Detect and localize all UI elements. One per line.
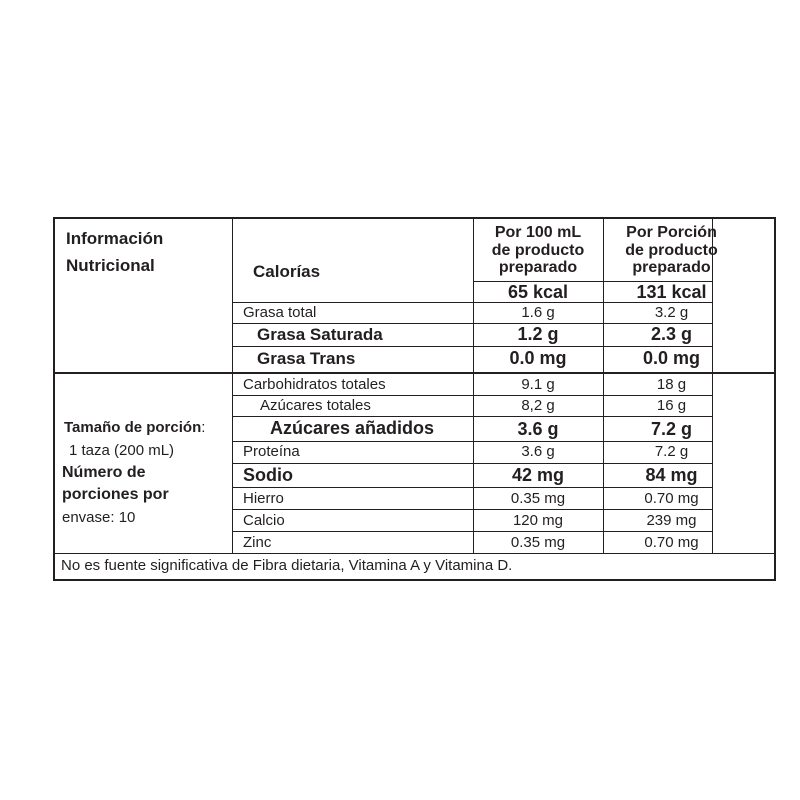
servings-per-container-line2: porciones por — [62, 486, 169, 503]
servings-per-container-line3: envase: 10 — [62, 509, 136, 526]
nutrient-portion: 3.2 g — [654, 304, 689, 321]
per100-header-line3: preparado — [498, 259, 578, 276]
row-divider — [232, 346, 713, 347]
nutrient-per100: 1.2 g — [517, 324, 559, 344]
row-divider — [232, 463, 713, 464]
nutrient-portion: 0.70 mg — [644, 534, 699, 551]
row-divider — [232, 509, 713, 510]
nutrient-name: Azúcares añadidos — [270, 418, 435, 438]
serving-size-colon: : — [201, 419, 206, 436]
serving-size-label-text: Tamaño de porción — [64, 419, 202, 436]
row-divider — [232, 441, 713, 442]
nutrient-per100: 0.35 mg — [510, 534, 566, 551]
nutrient-name: Grasa Trans — [257, 349, 356, 368]
nutrient-name: Zinc — [243, 534, 272, 551]
portion-header-line3: preparado — [632, 259, 711, 276]
nutrient-name: Grasa Saturada — [257, 325, 383, 344]
serving-size-value: 1 taza (200 mL) — [69, 442, 175, 459]
nutrient-portion: 16 g — [656, 397, 687, 414]
nutrient-name: Hierro — [243, 490, 284, 507]
nutrient-per100: 8,2 g — [521, 397, 555, 414]
per100-header-line1: Por 100 mL — [494, 224, 582, 241]
nutrient-name: Sodio — [243, 465, 293, 485]
servings-per-container-line1: Número de — [62, 464, 146, 481]
nutrient-name: Calcio — [243, 512, 285, 529]
serving-size-label — [64, 420, 205, 435]
nutrient-name: Azúcares totales — [260, 397, 371, 414]
left-section-divider — [54, 372, 233, 374]
row-divider — [232, 487, 713, 488]
nutrient-per100: 120 mg — [512, 512, 564, 529]
row-divider — [232, 395, 713, 396]
calories-portion-value: 131 kcal — [636, 282, 707, 302]
portion-header-line2: de producto — [625, 242, 718, 259]
nutrient-per100: 9.1 g — [521, 376, 555, 393]
row-divider — [232, 323, 713, 324]
nutrient-portion: 7.2 g — [654, 443, 689, 460]
label-title-line2: Nutricional — [66, 256, 155, 275]
row-divider — [232, 416, 713, 417]
row-divider — [232, 531, 713, 532]
nutrient-per100: 3.6 g — [517, 419, 559, 439]
title-column-divider — [232, 218, 233, 553]
nutrient-portion: 84 mg — [645, 465, 698, 485]
nutrient-per100: 42 mg — [511, 465, 565, 485]
nutrient-portion: 2.3 g — [650, 324, 693, 344]
nutrient-per100: 1.6 g — [521, 304, 555, 321]
nutrient-portion: 0.0 mg — [642, 348, 701, 368]
nutrient-portion: 0.70 mg — [644, 490, 699, 507]
calories-label: Calorías — [253, 262, 321, 281]
nutrient-per100: 0.35 mg — [510, 490, 566, 507]
nutrient-name: Grasa total — [243, 304, 317, 321]
calories-per100-value: 65 kcal — [507, 282, 569, 302]
nutrient-name: Carbohidratos totales — [243, 376, 386, 393]
footer-note: No es fuente significativa de Fibra dietaria, Vitamina A y Vitamina D. — [61, 557, 513, 574]
nutrient-per100: 0.0 mg — [509, 348, 567, 368]
nutrient-portion: 239 mg — [646, 512, 697, 529]
portion-header-line1: Por Porción — [626, 224, 717, 241]
row-divider — [232, 302, 713, 303]
nutrient-per100: 3.6 g — [521, 443, 555, 460]
nutrient-portion: 18 g — [656, 376, 687, 393]
nutrient-portion: 7.2 g — [650, 419, 693, 439]
label-title-line1: Información — [66, 229, 164, 248]
nutrient-name: Proteína — [243, 443, 300, 460]
per100-header-line2: de producto — [491, 242, 585, 259]
row-divider — [232, 372, 774, 374]
footer-divider — [54, 553, 775, 554]
